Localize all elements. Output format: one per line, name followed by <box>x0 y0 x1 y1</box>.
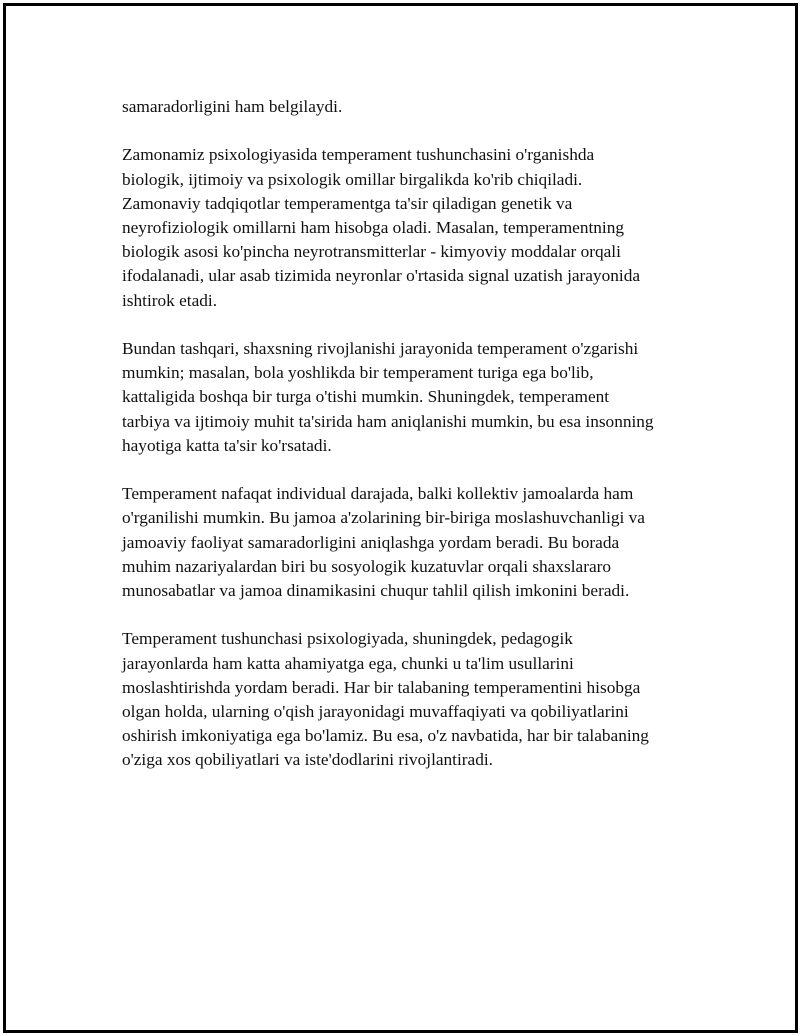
text-line: Zamonamiz psixologiyasida temperament tushunchasini o'rganishda <box>122 145 595 165</box>
text-line: jarayonlarda ham katta ahamiyatga ega, chunki u ta'lim usullarini <box>122 653 574 673</box>
text-line: neyrofiziologik omillarni ham hisobga oladi. Masalan, temperamentning <box>122 218 624 237</box>
text-line: ifodalanadi, ular asab tizimida neyronlar o'rtasida signal uzatish jarayonida <box>122 266 641 286</box>
text-line: munosabatlar va jamoa dinamikasini chuqur tahlil qilish imkonini beradi. <box>122 581 630 601</box>
text-line: Temperament nafaqat individual darajada, balki kollektiv jamoalarda ham <box>122 484 634 504</box>
text-line: moslashtirishda yordam beradi. Har bir talabaning temperamentini hisobga <box>122 677 641 697</box>
text-line: samaradorligini ham belgilaydi. <box>122 97 343 116</box>
text-line: muhim nazariyalardan biri bu sosyologik kuzatuvlar orqali shaxslararo <box>122 556 612 576</box>
text-line: jamoaviy faoliyat samaradorligini aniqlashga yordam beradi. Bu borada <box>122 532 620 552</box>
paragraph-5 <box>122 627 702 772</box>
paragraph-3 <box>122 337 702 458</box>
text-line: hayotiga katta ta'sir ko'rsatadi. <box>122 435 332 455</box>
text-line: ishtirok etadi. <box>122 290 218 310</box>
paragraph-2 <box>122 143 702 312</box>
text-line: Zamonaviy tadqiqotlar temperamentga ta'sir qiladigan genetik va <box>122 193 573 213</box>
text-line: Bundan tashqari, shaxsning rivojlanishi jarayonida temperament o'zgarishi <box>122 339 639 358</box>
text-line: biologik asosi ko'pincha neyrotransmitterlar - kimyoviy moddalar orqali <box>122 242 621 262</box>
document-page <box>3 3 798 1033</box>
text-line: oshirish imkoniyatiga ega bo'lamiz. Bu esa, o'z navbatida, har bir talabaning <box>122 726 649 746</box>
document-body <box>122 95 702 797</box>
text-line: biologik, ijtimoiy va psixologik omillar birgalikda ko'rib chiqiladi. <box>122 169 583 189</box>
paragraph-1 <box>122 95 702 119</box>
text-line: olgan holda, ularning o'qish jarayonidagi muvaffaqiyati va qobiliyatlarini <box>122 702 629 722</box>
text-line: Temperament tushunchasi psixologiyada, shuningdek, pedagogik <box>122 629 573 649</box>
paragraph-4 <box>122 482 702 603</box>
text-line: o'rganilishi mumkin. Bu jamoa a'zolarining bir-biriga moslashuvchanligi va <box>122 508 645 528</box>
text-line: o'ziga xos qobiliyatlari va iste'dodlarini rivojlantiradi. <box>122 750 493 770</box>
text-line: mumkin; masalan, bola yoshlikda bir temperament turiga ega bo'lib, <box>122 363 594 383</box>
text-line: tarbiya va ijtimoiy muhit ta'sirida ham aniqlanishi mumkin, bu esa insonning <box>122 411 654 431</box>
text-line: kattaligida boshqa bir turga o'tishi mumkin. Shuningdek, temperament <box>122 387 610 407</box>
